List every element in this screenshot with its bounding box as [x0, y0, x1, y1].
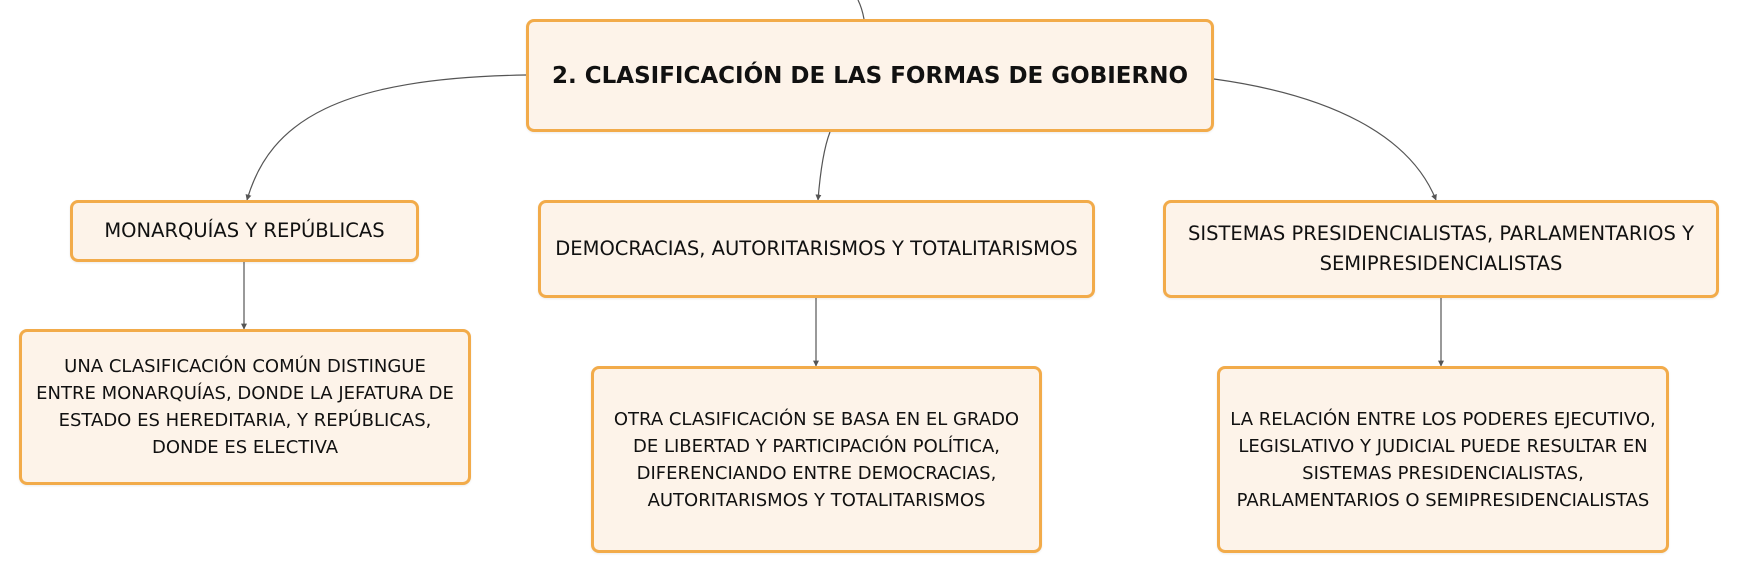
root-node-label: 2. CLASIFICACIÓN DE LAS FORMAS DE GOBIERNO: [551, 62, 1189, 89]
detail-node-text: LA RELACIÓN ENTRE LOS PODERES EJECUTIVO, LEGISLATIVO Y JUDICIAL PUEDE RESULTAR EN SISTEMAS PRESIDENCIALISTAS, PARLAMENTARIOS O SEMIPRESIDENCIALISTAS: [1230, 408, 1656, 511]
connector-root-to-democracias: [818, 132, 830, 200]
detail-node-text: UNA CLASIFICACIÓN COMÚN DISTINGUE ENTRE MONARQUÍAS, DONDE LA JEFATURA DE ESTADO ES HEREDITARIA, Y REPÚBLICAS, DONDE ES ELECTIVA: [36, 356, 454, 458]
branch-node-label: DEMOCRACIAS, AUTORITARISMOS Y TOTALITARISMOS: [555, 237, 1078, 260]
branch-node-monarquias[interactable]: [70, 200, 419, 262]
detail-node-text: OTRA CLASIFICACIÓN SE BASA EN EL GRADO DE LIBERTAD Y PARTICIPACIÓN POLÍTICA, DIFERENCIANDO ENTRE DEMOCRACIAS, AUTORITARISMOS Y TOTALITARISMOS: [613, 408, 1020, 511]
connector-incoming-root: [858, 0, 864, 19]
connector-root-to-sistemas: [1214, 79, 1436, 200]
branch-node-sistemas[interactable]: [1163, 200, 1719, 298]
detail-node-monarquias[interactable]: [19, 329, 471, 485]
branch-node-democracias[interactable]: [538, 200, 1095, 298]
branch-node-label: MONARQUÍAS Y REPÚBLICAS: [104, 219, 385, 242]
branch-node-label: SISTEMAS PRESIDENCIALISTAS, PARLAMENTARIOS Y SEMIPRESIDENCIALISTAS: [1187, 222, 1695, 275]
detail-node-democracias[interactable]: [591, 366, 1042, 553]
root-node[interactable]: [526, 19, 1214, 132]
connector-root-to-monarquias: [247, 75, 526, 200]
detail-node-sistemas[interactable]: [1217, 366, 1669, 553]
